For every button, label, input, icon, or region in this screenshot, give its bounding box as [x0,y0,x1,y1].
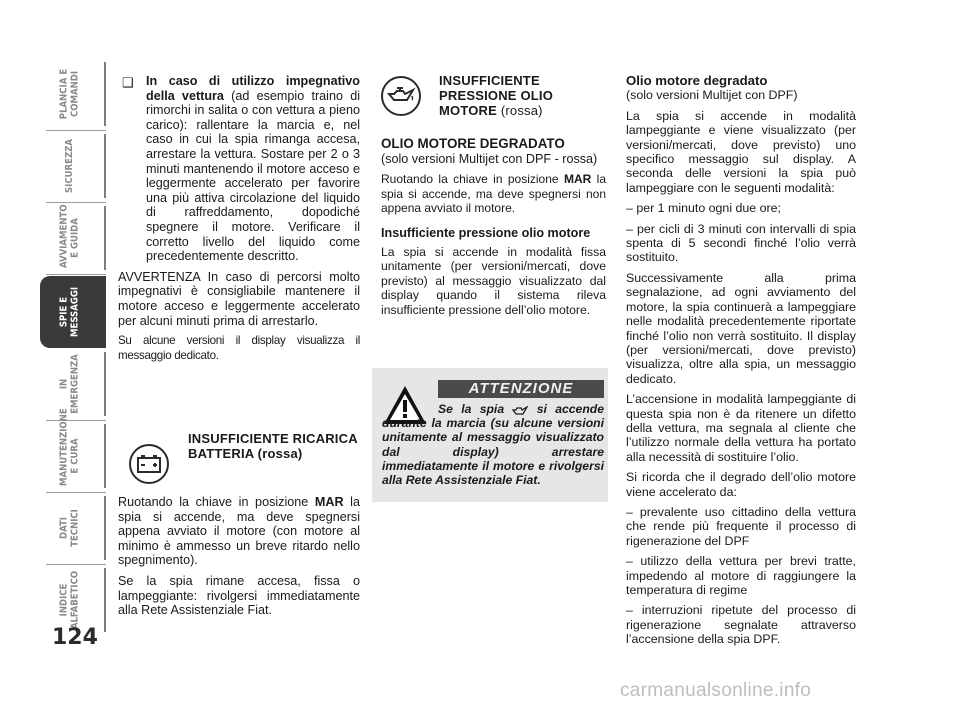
col3-paragraph-6: Si ricorda che il degrado dell’olio motore viene accelerato da: [626,470,856,499]
col3-subtitle: (solo versioni Multijet con DPF) [626,88,798,103]
note-paragraph: Su alcune versioni il display visualizza il messaggio dedicato. [118,334,360,362]
oil-pressure-heading [439,73,589,118]
degr-text-b: la spia si accende, ma deve spegnersi non appena avviato il motore. [381,172,606,216]
bullet-box-icon: ❑ [122,75,134,90]
col3-title: Olio motore degradato [626,73,768,88]
battery-paragraph-1 [118,495,360,568]
attention-box [372,368,608,502]
tab-label: PLANCIA E COMANDI [58,68,80,120]
degraded-oil-paragraph [381,172,606,216]
page-number: 124 [52,625,98,650]
col3-paragraph-1: La spia si accende in modalità lampeggiante e viene visualizzato (per versioni/mercati, dove previsto) uno specifico messaggio sul display. A seconda delle versioni la spia può lampeggiare con le seguenti modalità: [626,108,856,195]
tab-divider [46,420,106,421]
tab-avviamento[interactable] [40,206,106,270]
avvertenza-paragraph: AVVERTENZA In caso di percorsi molto impegnativi è consigliabile mantenere il motore acceso e leggermente accelerato per alcuni minuti prima di arrestarlo. [118,269,360,328]
attention-text-b: si accende durante la marcia (su alcune versioni unitamente al messaggio visualizzato dal display) arrestare immediatamente il motore e rivolgersi alla Rete Assistenziale Fiat. [382,402,605,488]
tab-divider [46,202,106,203]
column-1 [118,74,360,369]
tab-divider [46,564,106,565]
col3-paragraph-3: – per cicli di 3 minuti con intervalli di spia spenta di 5 secondi finché l’olio verrà sostituito. [626,221,856,265]
tab-label: SICUREZZA [63,139,75,193]
col3-paragraph-4: Successivamente alla prima segnalazione, ad ogni avviamento del motore, la spia continuerà a lampeggiare nelle modalità precedentemente riportate finché l’olio non verrà sostituito. Il display (per versioni/mercati, dove previsto) visualizza, oltre alla spia, un messaggio dedicato. [626,270,856,386]
col3-paragraph-8: – utilizzo della vettura per brevi tratte, impedendo al motore di raggiungere la temperatura di regime [626,554,856,597]
degr-text-a: Ruotando la chiave in posizione [381,172,564,187]
attention-text-a: Se la spia [438,402,513,416]
tab-manutenzione[interactable] [40,408,106,488]
tab-indice[interactable] [40,568,106,632]
battery-text [118,495,360,624]
degraded-oil-title: OLIO MOTORE DEGRADATO [381,136,565,151]
tab-label: SPIE E MESSAGGI [58,286,80,338]
column-2 [381,137,606,324]
tab-label: INDICE ALFABETICO [58,570,80,630]
col3-paragraph-5: L’accensione in modalità lampeggiante di questa spia non è da ritenere un difetto della vettura, ma segnala al cliente che l’utilizzo normale della vettura ha portato alla necessità di sostituire l’olio. [626,392,856,464]
attention-label: ATTENZIONE [438,380,604,398]
oil-heading-bold: INSUFFICIENTE PRESSIONE OLIO MOTORE [439,73,554,118]
oil-heading-rest: (rossa) [497,103,543,118]
oil-can-icon [512,405,528,415]
watermark: carmanualsonline.info [620,680,812,701]
tab-divider [46,274,106,275]
tab-label: MANUTENZIONE E CURA [58,408,80,486]
mar-label: MAR [563,172,592,187]
tab-divider [46,492,106,493]
tab-label: AVVIAMENTO E GUIDA [58,204,80,268]
oil-can-icon [381,76,421,116]
tab-label: DATI TECNICI [58,509,80,547]
mar-label: MAR [314,495,344,509]
battery-heading: INSUFFICIENTE RICARICA BATTERIA (rossa) [188,431,358,461]
tab-spie-active[interactable] [40,276,106,348]
bullet-text: (ad esempio traino di rimorchi in salita o con vettura a pieno carico): rallentare la marcia e, nel caso in cui la spia rimanga accesa, arrestare la vettura. Sostare per 2 o 3 minuti mantenendo il motore acceso e leggermente accelerato per favorire una più attiva circolazione del liquido di raffreddamento, dopodiché spegnere il motore. Verificare il corretto livello del liquido come precedentemente descritto. [146,88,360,264]
tab-label: IN EMERGENZA [58,354,80,414]
attention-text [382,402,604,487]
tab-emergenza[interactable] [40,352,106,416]
tab-divider [46,130,106,131]
col3-paragraph-2: – per 1 minuto ogni due ore; [626,201,781,216]
tab-dati[interactable] [40,496,106,560]
pressure-title: Insufficiente pressione olio motore [381,225,591,240]
column-3 [626,74,856,653]
bullet-paragraph [118,74,360,264]
pressure-paragraph: La spia si accende in modalità fissa unitamente (per versioni/mercati, dove previsto) al messaggio visualizzato dal display quando il sistema rileva insufficiente pressione dell’olio motore. [381,244,606,317]
tab-plancia[interactable] [40,62,106,126]
battery-icon [129,444,169,484]
tab-sicurezza[interactable] [40,134,106,198]
degraded-oil-subtitle: (solo versioni Multijet con DPF - rossa) [381,151,598,166]
battery-text-a: Ruotando la chiave in posizione [118,495,315,509]
battery-text-b: la spia si accende, ma deve spegnersi appena avviato il motore (con motore al minimo è ammesso un breve ritardo nello spegnimento). [118,495,360,568]
col3-paragraph-7: – prevalente uso cittadino della vettura che rende più frequente il processo di rigenerazione del DPF [626,504,856,548]
bullet-bold-text: In caso di utilizzo impegnativo della vettura [146,74,360,103]
col3-paragraph-9: – interruzioni ripetute del processo di rigenerazione segnalate attraverso l’accensione della spia DPF. [626,603,856,647]
battery-paragraph-2: Se la spia rimane accesa, fissa o lampeggiante: rivolgersi immediatamente alla Rete Assistenziale Fiat. [118,573,360,618]
